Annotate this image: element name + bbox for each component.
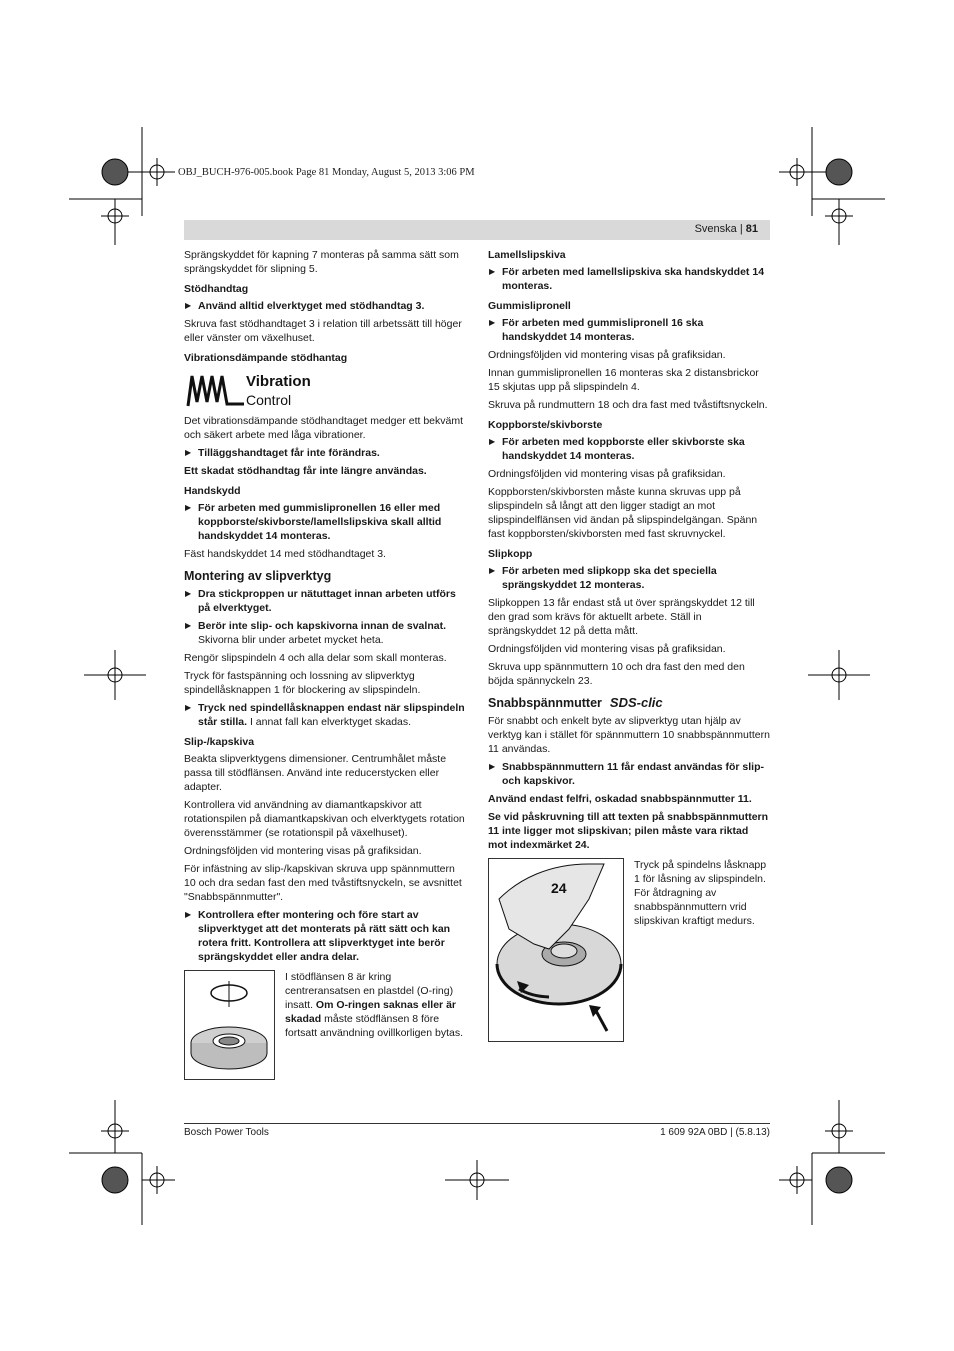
heading-handskydd: Handskydd <box>184 485 241 497</box>
paragraph-slip-3: Ordningsföljden vid montering visas på grafiksidan. <box>184 845 422 857</box>
vib-logo-line1: Vibration <box>246 373 311 390</box>
footer-left: Bosch Power Tools <box>184 1127 269 1138</box>
bullet-montering-1: ▶ Dra stickproppen ur nätuttaget innan arbeten utförs på elverktyget. <box>184 587 467 615</box>
bullet-snabb: ▶ Snabbspännmuttern 11 får endast användas för slip- och kapskivor. <box>488 760 770 788</box>
header-separator: | <box>736 223 746 235</box>
paragraph-montering-2: Tryck för fastspänning och lossning av slipverktyg spindellåsknappen 1 för blockering av slipspindeln. <box>184 670 421 696</box>
flange-text-a: I stödflänsen 8 är kring centreransatsen en plastdel (O-ring) insatt. <box>285 971 454 1011</box>
bold-snabb-1: Använd endast felfri, oskadad snabbspännmutter 11. <box>488 793 752 805</box>
bullet-montering-2-bold: Berör inte slip- och kapskivorna innan de svalnat. <box>198 620 446 632</box>
quick-clamping-nut-figure <box>488 858 624 1042</box>
vib-logo-line2: Control <box>246 392 292 408</box>
page-number: 81 <box>745 223 758 235</box>
flange-text-b: Om O-ringen saknas eller är skadad <box>285 999 456 1025</box>
vibration-control-logo <box>184 368 334 410</box>
paragraph-gummi-3: Skruva på rundmuttern 18 och dra fast med tvåstiftsnyckeln. <box>488 399 768 411</box>
heading-gummi: Gummislipronell <box>488 300 571 312</box>
bullet-montering-3-rest: I annat fall kan elverktyget skadas. <box>247 716 412 728</box>
bullet-slip: ▶ Kontrollera efter montering och före start av slipverktyget att det monterats på rätt sätt och kan rotera fritt. Kontrollera att slipverktyget inte berör sprängskyddet eller andra delar. <box>184 908 467 964</box>
print-info: OBJ_BUCH-976-005.book Page 81 Monday, August 5, 2013 3:06 PM <box>178 167 475 178</box>
bullet-slipkopp: ▶ För arbeten med slipkopp ska det speciella sprängskyddet 12 monteras. <box>488 564 770 592</box>
header-bar <box>184 220 770 240</box>
bullet-montering-3-bold: Tryck ned spindellåsknappen endast när slipspindeln står stilla. <box>198 702 465 728</box>
bullet-handskydd: ▶ För arbeten med gummislipronellen 16 eller med koppborste/skivborste/lamellslipskiva skall alltid handskyddet 14 monteras. <box>184 501 467 543</box>
heading-kopp: Koppborste/skivborste <box>488 419 603 431</box>
bold-snabb-2: Se vid påskruvning till att texten på snabbspännmuttern 11 inte ligger mot slipskivan; pilen måste vara riktad mot indexmärket 24. <box>488 811 769 851</box>
intro-paragraph: Sprängskyddet för kapning 7 monteras på samma sätt som sprängskyddet för slipning 5. <box>184 249 459 275</box>
paragraph-slip-1: Beakta slipverktygens dimensioner. Centrumhålet måste passa till stödflänsen. Använd inte reducerstycken eller adapter. <box>184 753 447 793</box>
paragraph-kopp-2: Koppborsten/skivborsten måste kunna skruvas upp på slipspindeln så långt att den ligger stadigt an mot slipspindelflänsen vid ändan på slipspindelgängan. Spänn fast koppborsten/skivborsten med fast skruvnyckel. <box>488 486 758 540</box>
heading-montering: Montering av slipverktyg <box>184 569 332 583</box>
bullet-montering-3 <box>184 701 467 729</box>
paragraph-slip-4: För infästning av slip-/kapskivan skruva upp spännmuttern 10 och dra sedan fast den med tvåstiftsnyckeln, se avsnittet "Snabbspännmutter". <box>184 863 462 903</box>
paragraph-gummi-2: Innan gummislipronellen 16 monteras ska 2 distansbrickor 15 skjutas upp på slipspindeln 4. <box>488 367 759 393</box>
heading-vibration: Vibrationsdämpande stödhantag <box>184 352 348 364</box>
left-column <box>184 248 467 1080</box>
paragraph-montering-1: Rengör slipspindeln 4 och alla delar som skall monteras. <box>184 652 447 664</box>
bullet-stodhandtag: ▶ Använd alltid elverktyget med stödhandtag 3. <box>184 299 467 313</box>
footer-rule <box>184 1123 770 1124</box>
paragraph-stodhandtag: Skruva fast stödhandtaget 3 i relation till arbetssätt till höger eller vänster om växelhuset. <box>184 318 462 344</box>
bullet-vibration: ▶ Tilläggshandtaget får inte förändras. <box>184 446 467 460</box>
paragraph-snabb: För snabbt och enkelt byte av slipverktyg utan hjälp av verktyg kan i stället för spännmuttern 10 snabbspännmuttern 11 användas. <box>488 715 770 755</box>
paragraph-vibration: Det vibrationsdämpande stödhandtaget medger ett bekvämt och säkert arbete med låga vibrationer. <box>184 415 464 441</box>
heading-snabb-text: Snabbspännmutter <box>488 696 602 710</box>
flange-figure-block <box>184 970 467 1080</box>
bold-vibration-warning: Ett skadat stödhandtag får inte längre användas. <box>184 465 427 477</box>
heading-stodhandtag: Stödhandtag <box>184 283 249 295</box>
paragraph-kopp-1: Ordningsföljden vid montering visas på grafiksidan. <box>488 468 726 480</box>
figure-paragraph: Tryck på spindelns låsknapp 1 för låsning av slipspindeln. För åtdragning av snabbspännmuttern vrid slipskivan kraftigt medurs. <box>634 859 767 927</box>
heading-slipkopp: Slipkopp <box>488 548 533 560</box>
flange-paragraph <box>285 970 467 1080</box>
sds-clic-logo: SDS-clic <box>609 695 663 710</box>
bullet-kopp: ▶ För arbeten med koppborste eller skivborste ska handskyddet 14 monteras. <box>488 435 770 463</box>
right-column <box>488 248 770 1042</box>
bullet-montering-2 <box>184 619 467 647</box>
bullet-lamell: ▶ För arbeten med lamellslipskiva ska handskyddet 14 monteras. <box>488 265 770 293</box>
support-flange-figure <box>184 970 275 1080</box>
paragraph-gummi-1: Ordningsföljden vid montering visas på grafiksidan. <box>488 349 726 361</box>
heading-snabb <box>488 696 770 710</box>
header-language: Svenska <box>694 223 737 235</box>
nut-figure-block <box>488 858 770 1042</box>
footer-right: 1 609 92A 0BD | (5.8.13) <box>660 1127 770 1138</box>
heading-lamell: Lamellslipskiva <box>488 249 566 261</box>
paragraph-slip-2: Kontrollera vid användning av diamantkapskivor att rotationspilen på diamantkapskivan och elverktygets rotation överensstämmer (se rotationspil på växelhuset). <box>184 799 465 839</box>
bullet-gummi: ▶ För arbeten med gummislipronell 16 ska handskyddet 14 monteras. <box>488 316 770 344</box>
paragraph-slipkopp-1: Slipkoppen 13 får endast stå ut över sprängskyddet 12 till den grad som krävs för aktuellt arbete. Ställ in sprängskyddet 12 på detta mått. <box>488 597 755 637</box>
paragraph-handskydd: Fäst handskyddet 14 med stödhandtaget 3. <box>184 548 386 560</box>
paragraph-slipkopp-3: Skruva upp spännmuttern 10 och dra fast den med den böjda spännyckeln 23. <box>488 661 745 687</box>
header-label <box>695 223 758 235</box>
figure-label-24: 24 <box>551 880 567 896</box>
heading-slip: Slip-/kapskiva <box>184 736 255 748</box>
flange-text-c: måste stödflänsen 8 före fortsatt användning ovillkorligen bytas. <box>285 1013 464 1039</box>
bullet-montering-2-rest: Skivorna blir under arbetet mycket heta. <box>198 634 384 646</box>
paragraph-slipkopp-2: Ordningsföljden vid montering visas på grafiksidan. <box>488 643 726 655</box>
